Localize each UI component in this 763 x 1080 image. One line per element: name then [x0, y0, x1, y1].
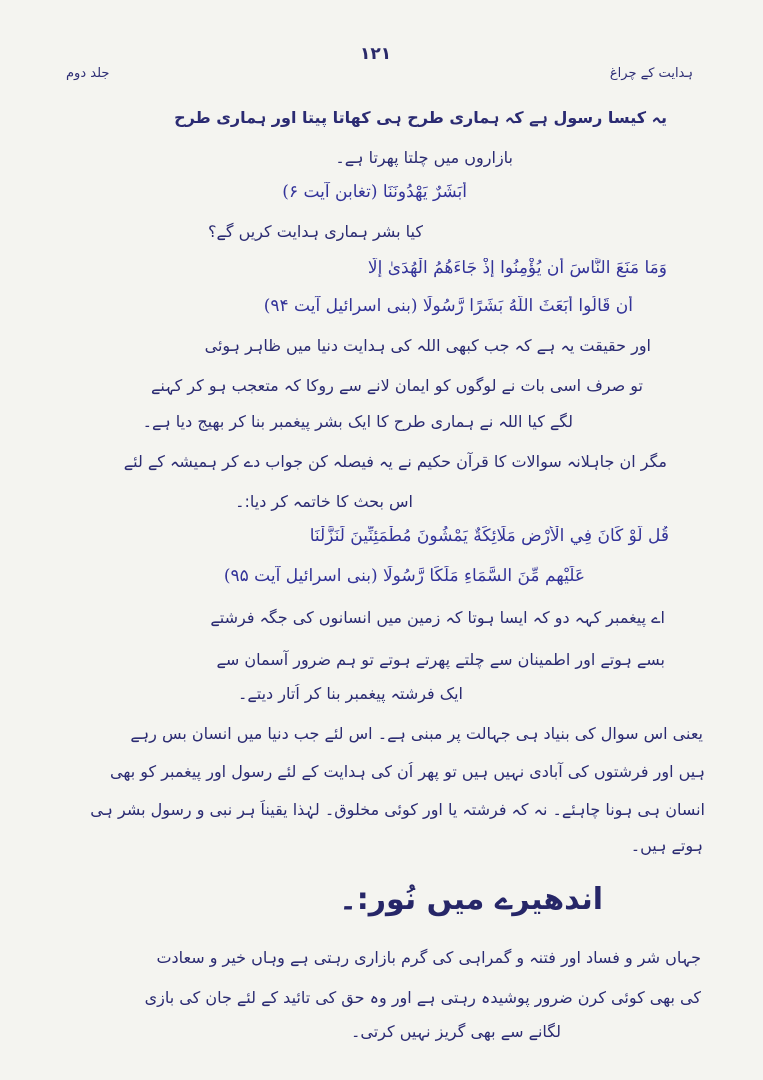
text-line: اس بحث کا خاتمہ کر دیا:۔	[235, 492, 413, 511]
quran-verse-line: وَمَا مَنَعَ النَّاسَ أَن يُؤْمِنُوا إِذْ جَاءَهُمُ الْهُدَىٰ إِلَّا	[367, 258, 667, 278]
text-line: ہیں اور فرشتوں کی آبادی نہیں ہیں تو پھر اُن کی ہدایت کے لئے رسول اور پیغمبر کو بھی	[110, 762, 705, 781]
text-line: اے پیغمبر کہہ دو کہ ایسا ہوتا کہ زمین میں انسانوں کی جگہ فرشتے	[210, 608, 665, 627]
book-title: ہدایت کے چراغ	[609, 66, 693, 81]
text-line: بسے ہوتے اور اطمینان سے چلتے پھرتے ہوتے تو ہم ضرور آسمان سے	[216, 650, 665, 669]
text-line: بازاروں میں چلتا پھرتا ہے۔	[335, 148, 513, 167]
text-line: کیا بشر ہماری ہدایت کریں گے؟	[208, 222, 423, 241]
text-line: لگے کیا اللہ نے ہماری طرح کا ایک بشر پیغمبر بنا کر بھیج دیا ہے۔	[142, 412, 573, 431]
text-line: انسان ہی ہونا چاہئے۔ نہ کہ فرشتہ یا اور کوئی مخلوق۔ لہٰذا یقیناً ہر نبی و رسول بشر ہی	[90, 800, 705, 819]
text-line: اور حقیقت یہ ہے کہ جب کبھی اللہ کی ہدایت دنیا میں ظاہر ہوئی	[204, 336, 651, 355]
quran-verse-line: أَن قَالُوا أَبَعَثَ اللَّهُ بَشَرًا رَّسُولًا (بنی اسرائیل آیت ۹۴)	[263, 296, 633, 316]
text-line: مگر ان جاہلانہ سوالات کا قرآن حکیم نے یہ فیصلہ کن جواب دے کر ہمیشہ کے لئے	[123, 452, 667, 471]
text-line: ہوتے ہیں۔	[630, 836, 703, 855]
quran-verse-line: قُل لَّوْ كَانَ فِي الْأَرْضِ مَلَائِكَةٌ يَمْشُونَ مُطْمَئِنِّينَ لَنَزَّلْنَا	[309, 526, 669, 546]
text-line: ایک فرشتہ پیغمبر بنا کر اُتار دیتے۔	[238, 684, 463, 703]
quran-verse-line: أَبَشَرٌ يَهْدُونَنَا (تغابن آیت ۶)	[282, 182, 467, 202]
text-line: یعنی اس سوال کی بنیاد ہی جہالت پر مبنی ہے۔ اس لئے جب دنیا میں انسان بس رہے	[130, 724, 703, 743]
text-line: یہ کیسا رسول ہے کہ ہماری طرح ہی کھاتا پیتا اور ہماری طرح	[174, 108, 667, 127]
text-line: جہاں شر و فساد اور فتنہ و گمراہی کی گرم بازاری رہتی ہے وہاں خیر و سعادت	[156, 948, 701, 967]
volume-label: جلد دوم	[66, 66, 110, 81]
text-line: تو صرف اسی بات نے لوگوں کو ایمان لانے سے روکا کہ متعجب ہو کر کہنے	[151, 376, 643, 395]
section-heading: اندھیرے میں نُور:۔	[339, 882, 603, 917]
text-line: لگانے سے بھی گریز نہیں کرتی۔	[351, 1022, 561, 1041]
text-line: کی بھی کوئی کرن ضرور پوشیدہ رہتی ہے اور وہ حق کی تائید کے لئے جان کی بازی	[144, 988, 701, 1007]
quran-verse-line: عَلَيْهِم مِّنَ السَّمَاءِ مَلَكًا رَّسُولًا (بنی اسرائیل آیت ۹۵)	[223, 566, 585, 586]
page-number: ۱۲۱	[360, 44, 392, 64]
